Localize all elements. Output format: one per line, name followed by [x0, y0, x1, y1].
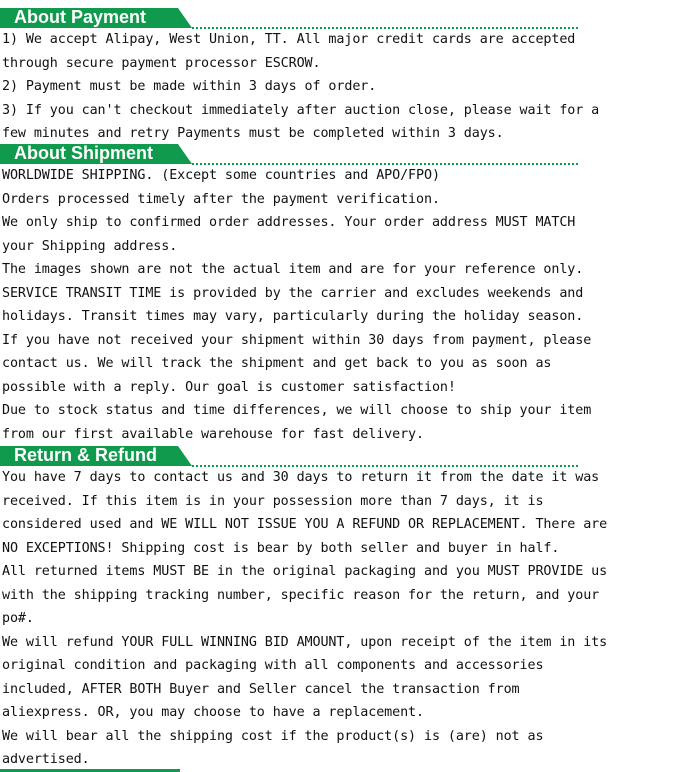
section-body-shipment — [2, 164, 591, 446]
text-line: po#. — [2, 611, 34, 626]
text-line: 3) If you can't checkout immediately after auction close, please wait for a — [2, 102, 600, 118]
text-line: your Shipping address. — [2, 238, 178, 254]
text-line: included, AFTER BOTH Buyer and Seller cancel the transaction from — [2, 681, 520, 697]
text-line: We will refund YOUR FULL WINNING BID AMOUNT, upon receipt of the item in its — [2, 634, 608, 650]
section-title: Return & Refund — [14, 445, 157, 465]
text-line: aliexpress. OR, you may choose to have a replacement. — [2, 705, 424, 720]
text-line: few minutes and retry Payments must be completed within 3 days. — [2, 126, 504, 141]
text-line: from our first available warehouse for fast delivery. — [2, 426, 424, 442]
text-line: through secure payment processor ESCROW. — [2, 55, 321, 71]
section-header-refund — [0, 444, 580, 466]
section-header-payment — [0, 6, 580, 28]
text-line: Due to stock status and time differences, we will choose to ship your item — [2, 403, 592, 418]
section-body-payment — [2, 28, 599, 146]
text-line: Orders processed timely after the payment verification. — [2, 191, 440, 207]
text-line: received. If this item is in your possession more than 7 days, it is — [2, 493, 544, 509]
text-line: You have 7 days to contact us and 30 days to return it from the date it was — [2, 470, 600, 485]
text-line: We only ship to confirmed order addresses. Your order address MUST MATCH — [2, 215, 576, 230]
text-line: NO EXCEPTIONS! Shipping cost is bear by both seller and buyer in half. — [2, 540, 560, 556]
text-line: We will bear all the shipping cost if the product(s) is (are) not as — [2, 728, 544, 744]
text-line: holidays. Transit times may vary, particularly during the holiday season. — [2, 309, 584, 324]
text-line: contact us. We will track the shipment and get back to you as soon as — [2, 356, 552, 371]
text-line: WORLDWIDE SHIPPING. (Except some countries and APO/FPO) — [2, 168, 440, 183]
text-line: with the shipping tracking number, specific reason for the return, and your — [2, 587, 600, 603]
section-title: About Shipment — [14, 143, 153, 163]
text-line: advertised. — [2, 752, 90, 767]
section-header-shipment — [0, 142, 580, 164]
text-line: If you have not received your shipment within 30 days from payment, please — [2, 332, 592, 348]
text-line: The images shown are not the actual item and are for your reference only. — [2, 262, 584, 277]
text-line: original condition and packaging with all components and accessories — [2, 658, 544, 673]
section-title: About Payment — [14, 7, 147, 27]
text-line: 1) We accept Alipay, West Union, TT. All major credit cards are accepted — [2, 32, 576, 47]
section-body-refund — [2, 466, 607, 772]
text-line: 2) Payment must be made within 3 days of order. — [2, 79, 377, 94]
text-line: possible with a reply. Our goal is customer satisfaction! — [2, 379, 456, 395]
text-line: All returned items MUST BE in the original packaging and you MUST PROVIDE us — [2, 564, 608, 579]
text-line: SERVICE TRANSIT TIME is provided by the carrier and excludes weekends and — [2, 285, 584, 301]
text-line: considered used and WE WILL NOT ISSUE YOU A REFUND OR REPLACEMENT. There are — [2, 517, 608, 532]
